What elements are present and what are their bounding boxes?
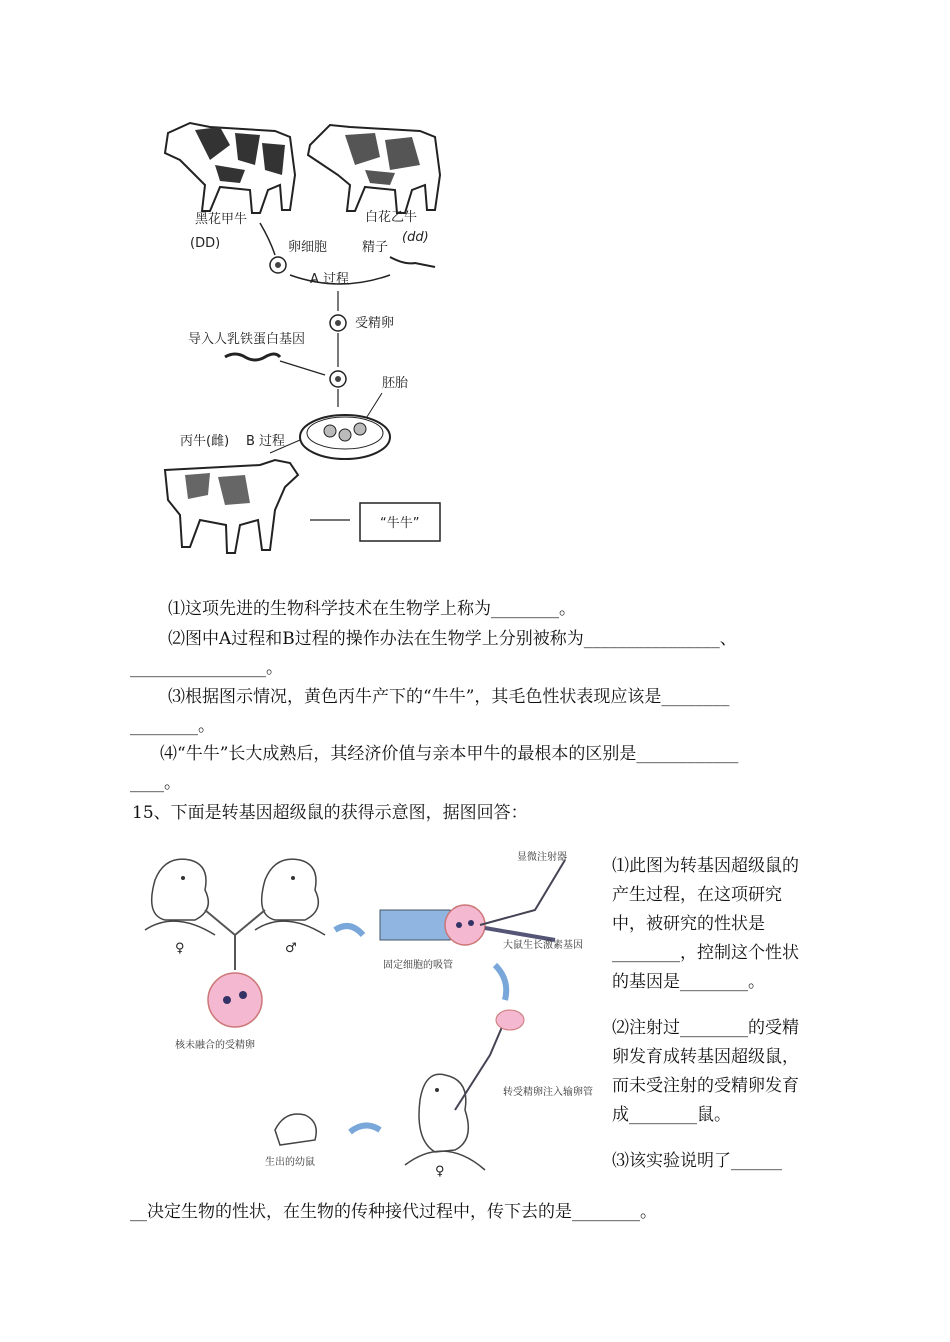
surrogate-cow-illustration [165,460,298,553]
mouse-diagram [135,840,605,1185]
q14-line6: ⑷“牛牛”长大成熟后，其经济价值与亲本甲牛的最根本的区别是____________ [160,744,739,764]
egg-label: 卵细胞 [288,240,328,255]
cow-c-label: 丙牛(雌) [180,434,230,449]
male-symbol: ♂ [285,941,297,956]
cattle-diagram [150,115,490,560]
process-a-label: A 过程 [310,272,350,287]
sperm-icon [390,257,435,267]
zygote-cell-icon [208,973,262,1027]
zygote-label-2: 核未融合的受精卵 [175,1040,255,1051]
q14-line3: ________________。 [130,658,283,678]
q14-line4: ⑶根据图示情况，黄色丙牛产下的“牛牛”，其毛色性状表现应该是________ [168,687,730,707]
pipette-label: 固定细胞的吸管 [383,960,453,971]
q15-part3a: ⑶该实验说明了______ [612,1151,782,1171]
cow-b-label: 白花乙牛 [365,210,418,225]
petri-dish-icon [300,415,390,459]
result-label: “牛牛” [380,516,420,531]
gene-import-label: 导入人乳铁蛋白基因 [188,332,306,347]
q15-part3b: __决定生物的性状，在生物的传种接代过程中，传下去的是________。 [130,1202,657,1222]
sperm-label: 精子 [362,240,389,255]
q14-line5: ________。 [130,716,215,736]
white-cow-illustration [308,125,440,213]
female-symbol-2: ♀ [435,1164,445,1179]
male-mouse-illustration [255,859,325,935]
injector-label: 显微注射器 [517,852,567,863]
holding-pipette-icon [380,910,450,940]
q14-line1: ⑴这项先进的生物科学技术在生物学上称为________。 [168,599,576,619]
q14-line2: ⑵图中A过程和B过程的操作办法在生物学上分别被称为________________、 [168,629,737,649]
gene-label: 大鼠生长激素基因 [503,940,583,951]
arrow-icon [335,926,363,935]
q15-side-text [612,852,812,1193]
micro-injector-icon [480,860,565,925]
arrow-icon [350,1125,380,1132]
offspring-label: 生出的幼鼠 [265,1157,315,1168]
female-mouse-illustration [145,859,215,935]
genotype-a-label: (DD) [190,236,221,251]
genotype-b-label: (dd) [402,230,429,245]
arrow-icon [495,965,506,1000]
surrogate-mouse-illustration [405,1074,485,1170]
q15-title: 15、下面是转基因超级鼠的获得示意图，据图回答： [132,803,528,823]
offspring-mouse-illustration [275,1114,316,1145]
gene-strand-icon [225,354,280,360]
female-symbol: ♀ [175,941,185,956]
transfer-label: 转受精卵注入输卵管 [503,1087,593,1098]
injected-zygote-icon [445,905,485,945]
q15-part2: ⑵注射过________的受精卵发育成转基因超级鼠，而未受注射的受精卵发育成________鼠。 [612,1018,799,1125]
process-b-label: B 过程 [246,434,286,449]
black-cow-illustration [165,123,295,213]
cow-a-label: 黑花甲牛 [195,212,248,227]
embryo-label: 胚胎 [382,376,409,391]
zygote-label: 受精卵 [355,316,395,331]
q14-line7: ____。 [130,773,181,793]
q15-part1: ⑴此图为转基因超级鼠的产生过程，在这项研究中，被研究的性状是________，控制这个性状的基因是________。 [612,856,799,992]
